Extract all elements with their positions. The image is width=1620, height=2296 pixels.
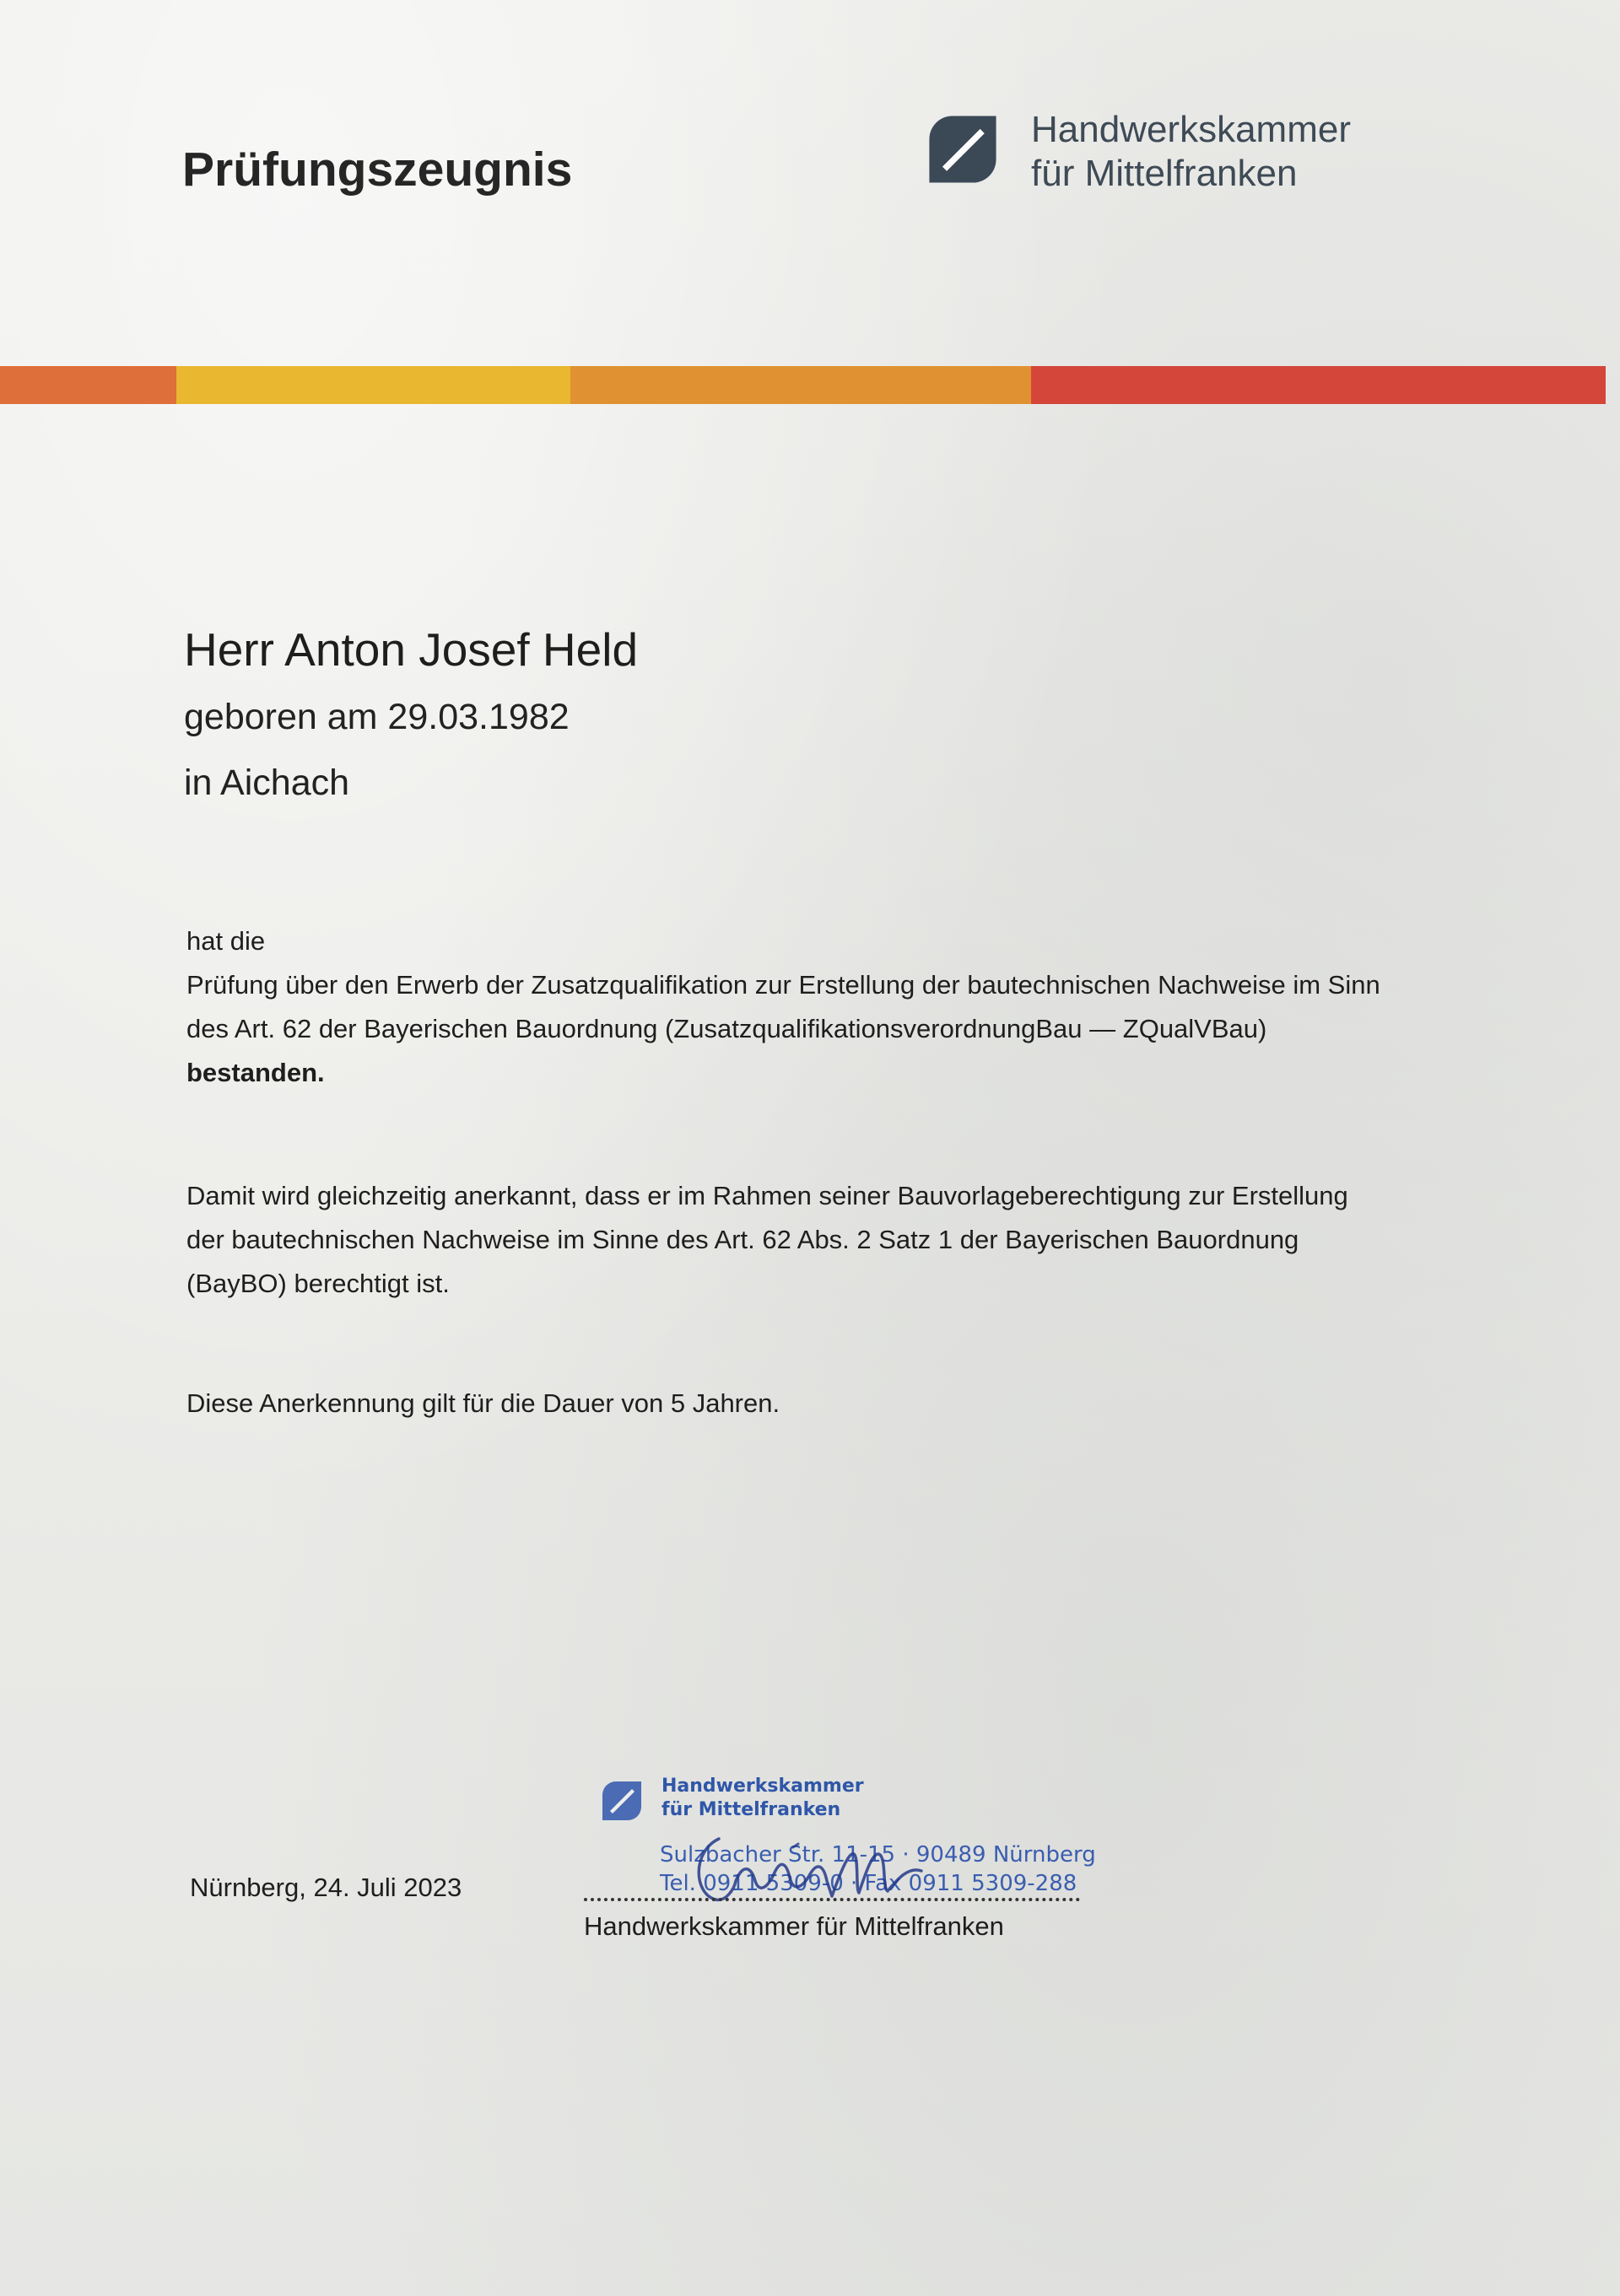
exam-result: bestanden. — [186, 1058, 325, 1087]
recognition-line-1: Damit wird gleichzeitig anerkannt, dass er im Rahmen seiner Bauvorlageberechtigung zur Erstellung — [186, 1181, 1348, 1210]
stripe-segment-orange — [0, 366, 176, 404]
stripe-segment-amber — [570, 366, 1031, 404]
place-and-date: Nürnberg, 24. Juli 2023 — [190, 1873, 462, 1902]
chamber-logo-line1: Handwerkskammer — [1031, 109, 1351, 150]
stamp-chamber-name — [662, 1775, 864, 1822]
recognition-paragraph — [186, 1174, 1486, 1306]
chamber-logo-line2: für Mittelfranken — [1031, 153, 1298, 194]
stamp-logo-icon — [601, 1780, 643, 1822]
recognition-line-2: der bautechnischen Nachweise im Sinne des Art. 62 Abs. 2 Satz 1 der Bayerischen Bauordnung — [186, 1225, 1299, 1254]
chamber-logo — [926, 108, 1534, 201]
exam-line-1: Prüfung über den Erwerb der Zusatzqualifikation zur Erstellung der bautechnischen Nachweise im Sinn — [186, 970, 1380, 1000]
recipient-birth-place: in Aichach — [184, 763, 350, 803]
stamp-address: Sulzbacher Str. 11-15 · 90489 Nürnberg — [660, 1842, 1096, 1868]
stripe-segment-red — [1031, 366, 1606, 404]
document-title: Prüfungszeugnis — [182, 143, 573, 197]
exam-line-2: des Art. 62 der Bayerischen Bauordnung (ZusatzqualifikationsverordnungBau — ZQualVBau) — [186, 1014, 1267, 1043]
recognition-line-3: (BayBO) berechtigt ist. — [186, 1269, 450, 1298]
stripe-segment-yellow — [176, 366, 570, 404]
recipient-name: Herr Anton Josef Held — [184, 623, 639, 676]
stamp-line-1: Handwerkskammer — [662, 1776, 864, 1797]
signatory-name: Handwerkskammer für Mittelfranken — [584, 1911, 1004, 1941]
intro-text: hat die — [186, 926, 266, 956]
color-stripe — [0, 366, 1606, 404]
recipient-birth-date: geboren am 29.03.1982 — [184, 697, 570, 737]
stamp-line-2: für Mittelfranken — [662, 1799, 841, 1820]
exam-paragraph — [186, 963, 1486, 1095]
chamber-logo-text — [1031, 108, 1351, 196]
validity-text: Diese Anerkennung gilt für die Dauer von 5 Jahren. — [186, 1388, 780, 1418]
stamp-phone: Tel. 0911 5309-0 · Fax 0911 5309-288 — [660, 1871, 1077, 1896]
signature-line — [584, 1898, 1080, 1901]
chamber-logo-icon — [926, 113, 999, 186]
